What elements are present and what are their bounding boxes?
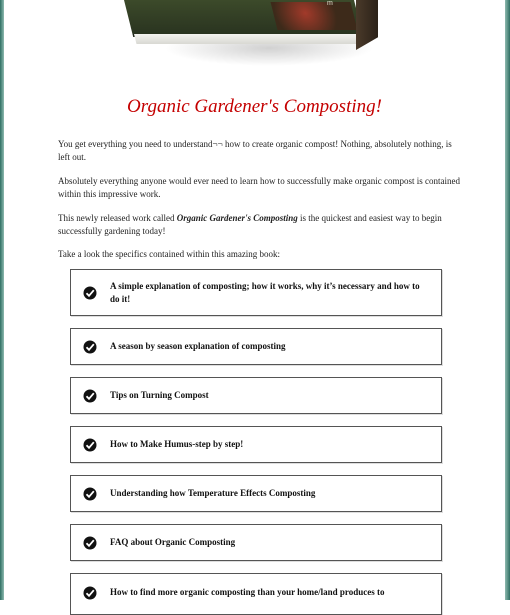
book-photo [271, 2, 358, 30]
checkmark-icon [83, 389, 97, 403]
page-frame-right [505, 0, 510, 600]
book-spine [356, 0, 378, 50]
checkmark-icon [83, 286, 97, 300]
feature-item [70, 426, 442, 463]
page-title: Organic Gardener's Composting! [127, 96, 382, 117]
feature-text: A season by season explanation of composting [110, 341, 286, 351]
book-name: Organic Gardener's Composting [176, 213, 298, 223]
specifics-intro: Take a look the specifics contained within this amazing book: [58, 249, 281, 259]
p3-text-before: This newly released work called [58, 213, 177, 223]
feature-item [70, 573, 442, 615]
p3-text-after: is the quickest and easiest way to begin successfully gardening today! [58, 213, 442, 236]
book-cover-text: m [327, 0, 333, 7]
feature-text: Understanding how Temperature Effects Composting [110, 488, 316, 498]
book-pages [134, 34, 362, 44]
description-paragraph: Absolutely everything anyone would ever need to learn how to successfully make organic compost is contained within this impressive work. [58, 176, 460, 199]
feature-text: A simple explanation of composting; how it works, why it’s necessary and how to do it! [110, 280, 420, 304]
checkmark-icon [83, 340, 97, 354]
checkmark-icon [83, 487, 97, 501]
sales-page [4, 0, 505, 600]
feature-item [70, 328, 442, 365]
feature-text: How to Make Humus-step by step! [110, 439, 244, 449]
feature-text: FAQ about Organic Composting [110, 537, 236, 547]
book-name-paragraph [58, 212, 463, 238]
feature-item [70, 377, 442, 414]
feature-text: Tips on Turning Compost [110, 390, 209, 400]
feature-item [70, 269, 442, 316]
feature-text: How to find more organic composting than your home/land produces to [110, 587, 385, 597]
feature-item [70, 524, 442, 561]
intro-paragraph: You get everything you need to understand¬¬ how to create organic compost! Nothing, absolutely nothing, is left out. [58, 139, 452, 162]
checkmark-icon [83, 438, 97, 452]
checkmark-icon [83, 536, 97, 550]
checkmark-icon [83, 586, 97, 600]
feature-item [70, 475, 442, 512]
book-cover-image [124, 0, 394, 75]
